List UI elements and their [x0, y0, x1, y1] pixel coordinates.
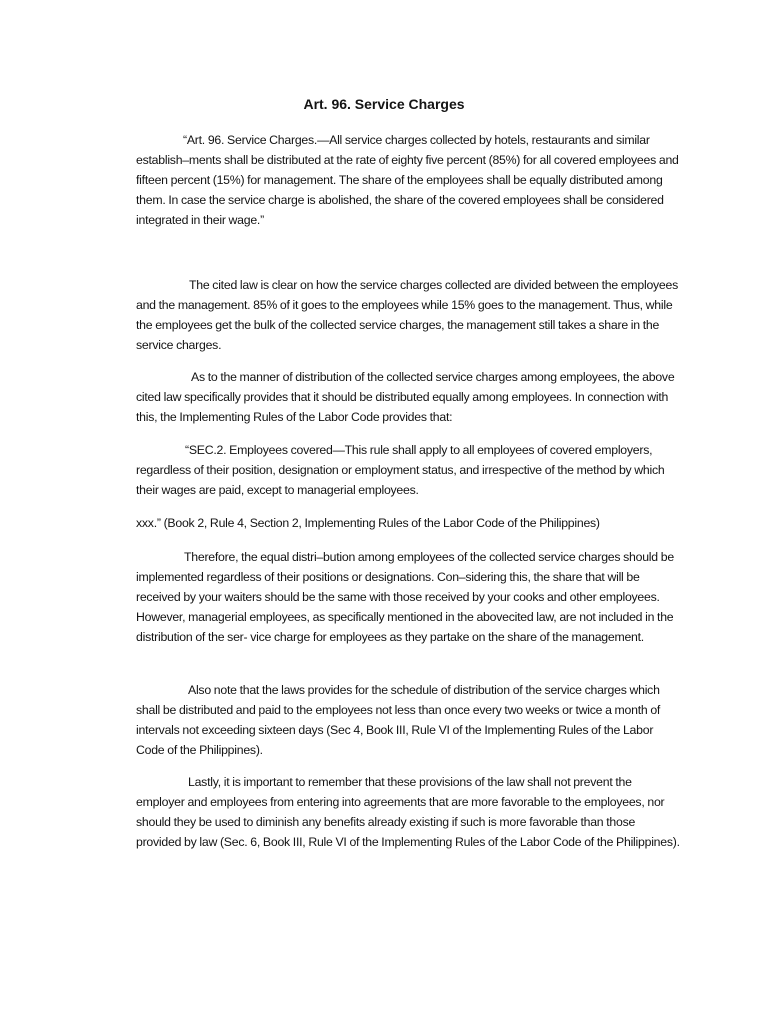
quoted-article-paragraph: “Art. 96. Service Charges.—All service charges collected by hotels, restaurants and similar establish–ments shall be distributed at the rate of eighty five percent (85%) for all covered employees and fifteen percent (15%) for management. The share of the employees shall be equally distributed among them. In case the service charge is abolished, the share of the covered employees shall be considered integrated in their wage.”: [136, 133, 679, 227]
document-title: Art. 96. Service Charges: [303, 96, 465, 112]
equal-distribution-paragraph: Therefore, the equal distri–bution among employees of the collected service charges should be implemented regardless of their positions or designations. Con–sidering this, the share that will be received by your waiters should be the same with those received by your cooks and other employees. However, managerial employees, as specifically mentioned in the abovecited law, are not included in the distribution of the ser- vice charge for employees as they partake on the share of the management.: [136, 550, 674, 644]
distribution-manner-paragraph: As to the manner of distribution of the collected service charges among employees, the above cited law specifically provides that it should be distributed equally among employees. In connection with this, the Implementing Rules of the Labor Code provides that:: [136, 370, 675, 424]
explanation-paragraph: The cited law is clear on how the service charges collected are divided between the employees and the management. 85% of it goes to the employees while 15% goes to the management. Thus, while the employees get the bulk of the collected service charges, the management still takes a share in the service charges.: [136, 278, 679, 352]
citation-paragraph: xxx.” (Book 2, Rule 4, Section 2, Implementing Rules of the Labor Code of the Philippines): [136, 516, 600, 530]
schedule-paragraph: Also note that the laws provides for the schedule of distribution of the service charges which shall be distributed and paid to the employees not less than once every two weeks or twice a month of intervals not exceeding sixteen days (Sec 4, Book III, Rule VI of the Implementing Rules of the Labor Code of the Philippines).: [136, 683, 661, 757]
closing-paragraph: Lastly, it is important to remember that these provisions of the law shall not prevent the employer and employees from entering into agreements that are more favorable to the employees, nor should they be used to diminish any benefits already existing if such is more favorable than those provided by law (Sec. 6, Book III, Rule VI of the Implementing Rules of the Labor Code of the Philippines).: [136, 775, 680, 849]
quoted-rule-paragraph: “SEC.2. Employees covered—This rule shall apply to all employees of covered employers, regardless of their position, designation or employment status, and irrespective of the method by which their wages are paid, except to managerial employees.: [136, 443, 665, 497]
